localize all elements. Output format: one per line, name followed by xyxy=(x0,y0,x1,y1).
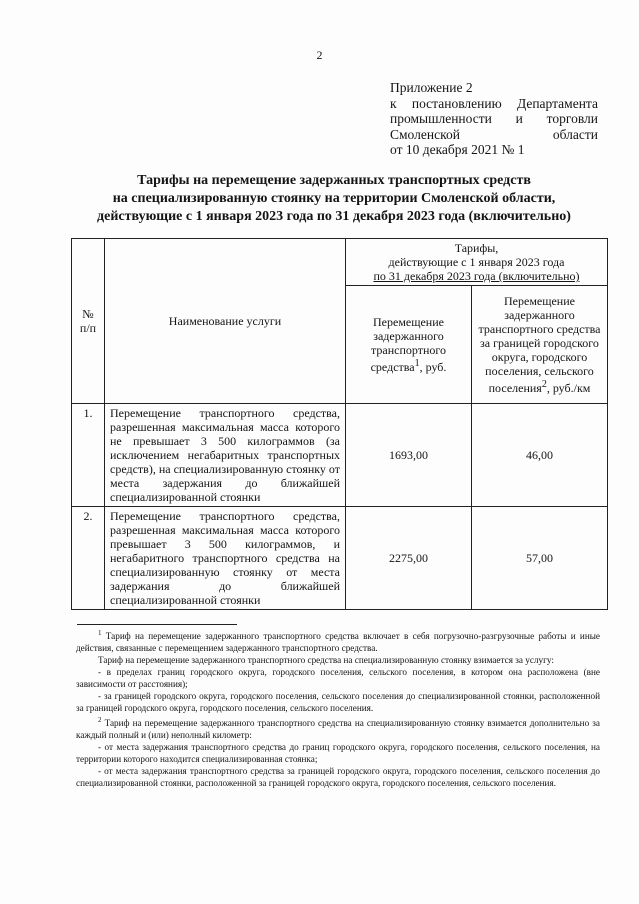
row-tariff-per-km: 57,00 xyxy=(472,507,608,610)
table-row xyxy=(72,404,608,507)
header-col-per-km: Перемещение задержанного транспортного средства за границей городского округа, городского поселения, сельского поселения$^2$, руб./км xyxy=(472,286,608,404)
title-line-1: Тарифы на перемещение задержанных транспортных средств xyxy=(137,173,531,188)
appendix-department: промышленности и торговли xyxy=(390,111,598,126)
header-tariffs-line3: по 31 декабря 2023 года (включительно) xyxy=(373,269,580,283)
footnote-1: $^1$ Тариф на перемещение задержанного транспортного средства включает в себя погрузочно-разгрузочные работы и иные действия, связанные с перемещением задержанного транспортного средства. xyxy=(76,629,600,654)
footnote-paragraph: - в пределах границ городского округа, городского поселения, сельского поселения, в котором она расположена (вне зависимости от расстояния); xyxy=(76,667,600,690)
footnote-paragraph: - за границей городского округа, городского поселения, сельского поселения до специализированной стоянки, расположенной за границей городского округа, городского поселения, сельского поселения. xyxy=(76,691,600,714)
page-number: 2 xyxy=(316,48,323,62)
table-row xyxy=(72,507,608,610)
appendix-date: от 10 декабря 2021 № 1 xyxy=(390,142,525,157)
appendix-title: Приложение 2 xyxy=(390,80,473,95)
appendix-resolution: к постановлению Департамента xyxy=(390,95,598,111)
row-service: Перемещение транспортного средства, разрешенная максимальная масса которого превышает 3 500 килограммов, и негабаритного транспортного средства на специализированную стоянку от места задержания до ближайшей специализированной стоянки xyxy=(105,507,346,610)
footnote-separator xyxy=(77,624,237,625)
header-tariffs-line2: действующие с 1 января 2023 года xyxy=(388,255,565,269)
header-col-fixed: Перемещение задержанного транспортного средства$^1$, руб. xyxy=(346,286,472,404)
footnote-paragraph: - от места задержания транспортного средства до границ городского округа, городского поселения, сельского поселения, на территории которого находится специализированная стоянка; xyxy=(76,742,600,765)
footnotes xyxy=(76,627,600,789)
header-service: Наименование услуги xyxy=(105,239,346,404)
title-line-3: действующие с 1 января 2023 года по 31 декабря 2023 года (включительно) xyxy=(97,209,571,224)
title-line-2: на специализированную стоянку на территории Смоленской области, xyxy=(112,191,556,206)
table-header-row-1 xyxy=(72,239,608,286)
document-title xyxy=(60,172,608,226)
appendix-region-word2: области xyxy=(552,126,598,142)
footnote-paragraph: Тариф на перемещение задержанного транспортного средства на специализированную стоянку взимается за услугу: xyxy=(98,655,554,666)
row-tariff-per-km: 46,00 xyxy=(472,404,608,507)
footnote-2: $^2$ Тариф на перемещение задержанного транспортного средства на специализированную стоянку взимается дополнительно за каждый полный и (или) неполный километр: xyxy=(76,716,600,741)
tariffs-table xyxy=(71,238,608,610)
row-number: 1. xyxy=(72,404,105,507)
footnote-paragraph: - от места задержания транспортного средства за границей городского округа, городского поселения, сельского поселения до специализированной стоянки, расположенной за границей городского округа, городского поселения, сельского поселения. xyxy=(76,766,600,789)
header-tariffs xyxy=(346,239,608,286)
appendix-region-word1: Смоленской xyxy=(390,126,460,142)
row-service: Перемещение транспортного средства, разрешенная максимальная масса которого не превышает 3 500 килограммов (за исключением негабаритных транспортных средств), на специализированную стоянку от места задержания до ближайшей специализированной стоянки xyxy=(105,404,346,507)
row-number: 2. xyxy=(72,507,105,610)
appendix-region xyxy=(390,127,598,143)
header-number: № п/п xyxy=(72,239,105,404)
row-tariff-fixed: 2275,00 xyxy=(346,507,472,610)
header-tariffs-line1: Тарифы, xyxy=(454,241,499,255)
appendix-header xyxy=(390,80,598,158)
row-tariff-fixed: 1693,00 xyxy=(346,404,472,507)
